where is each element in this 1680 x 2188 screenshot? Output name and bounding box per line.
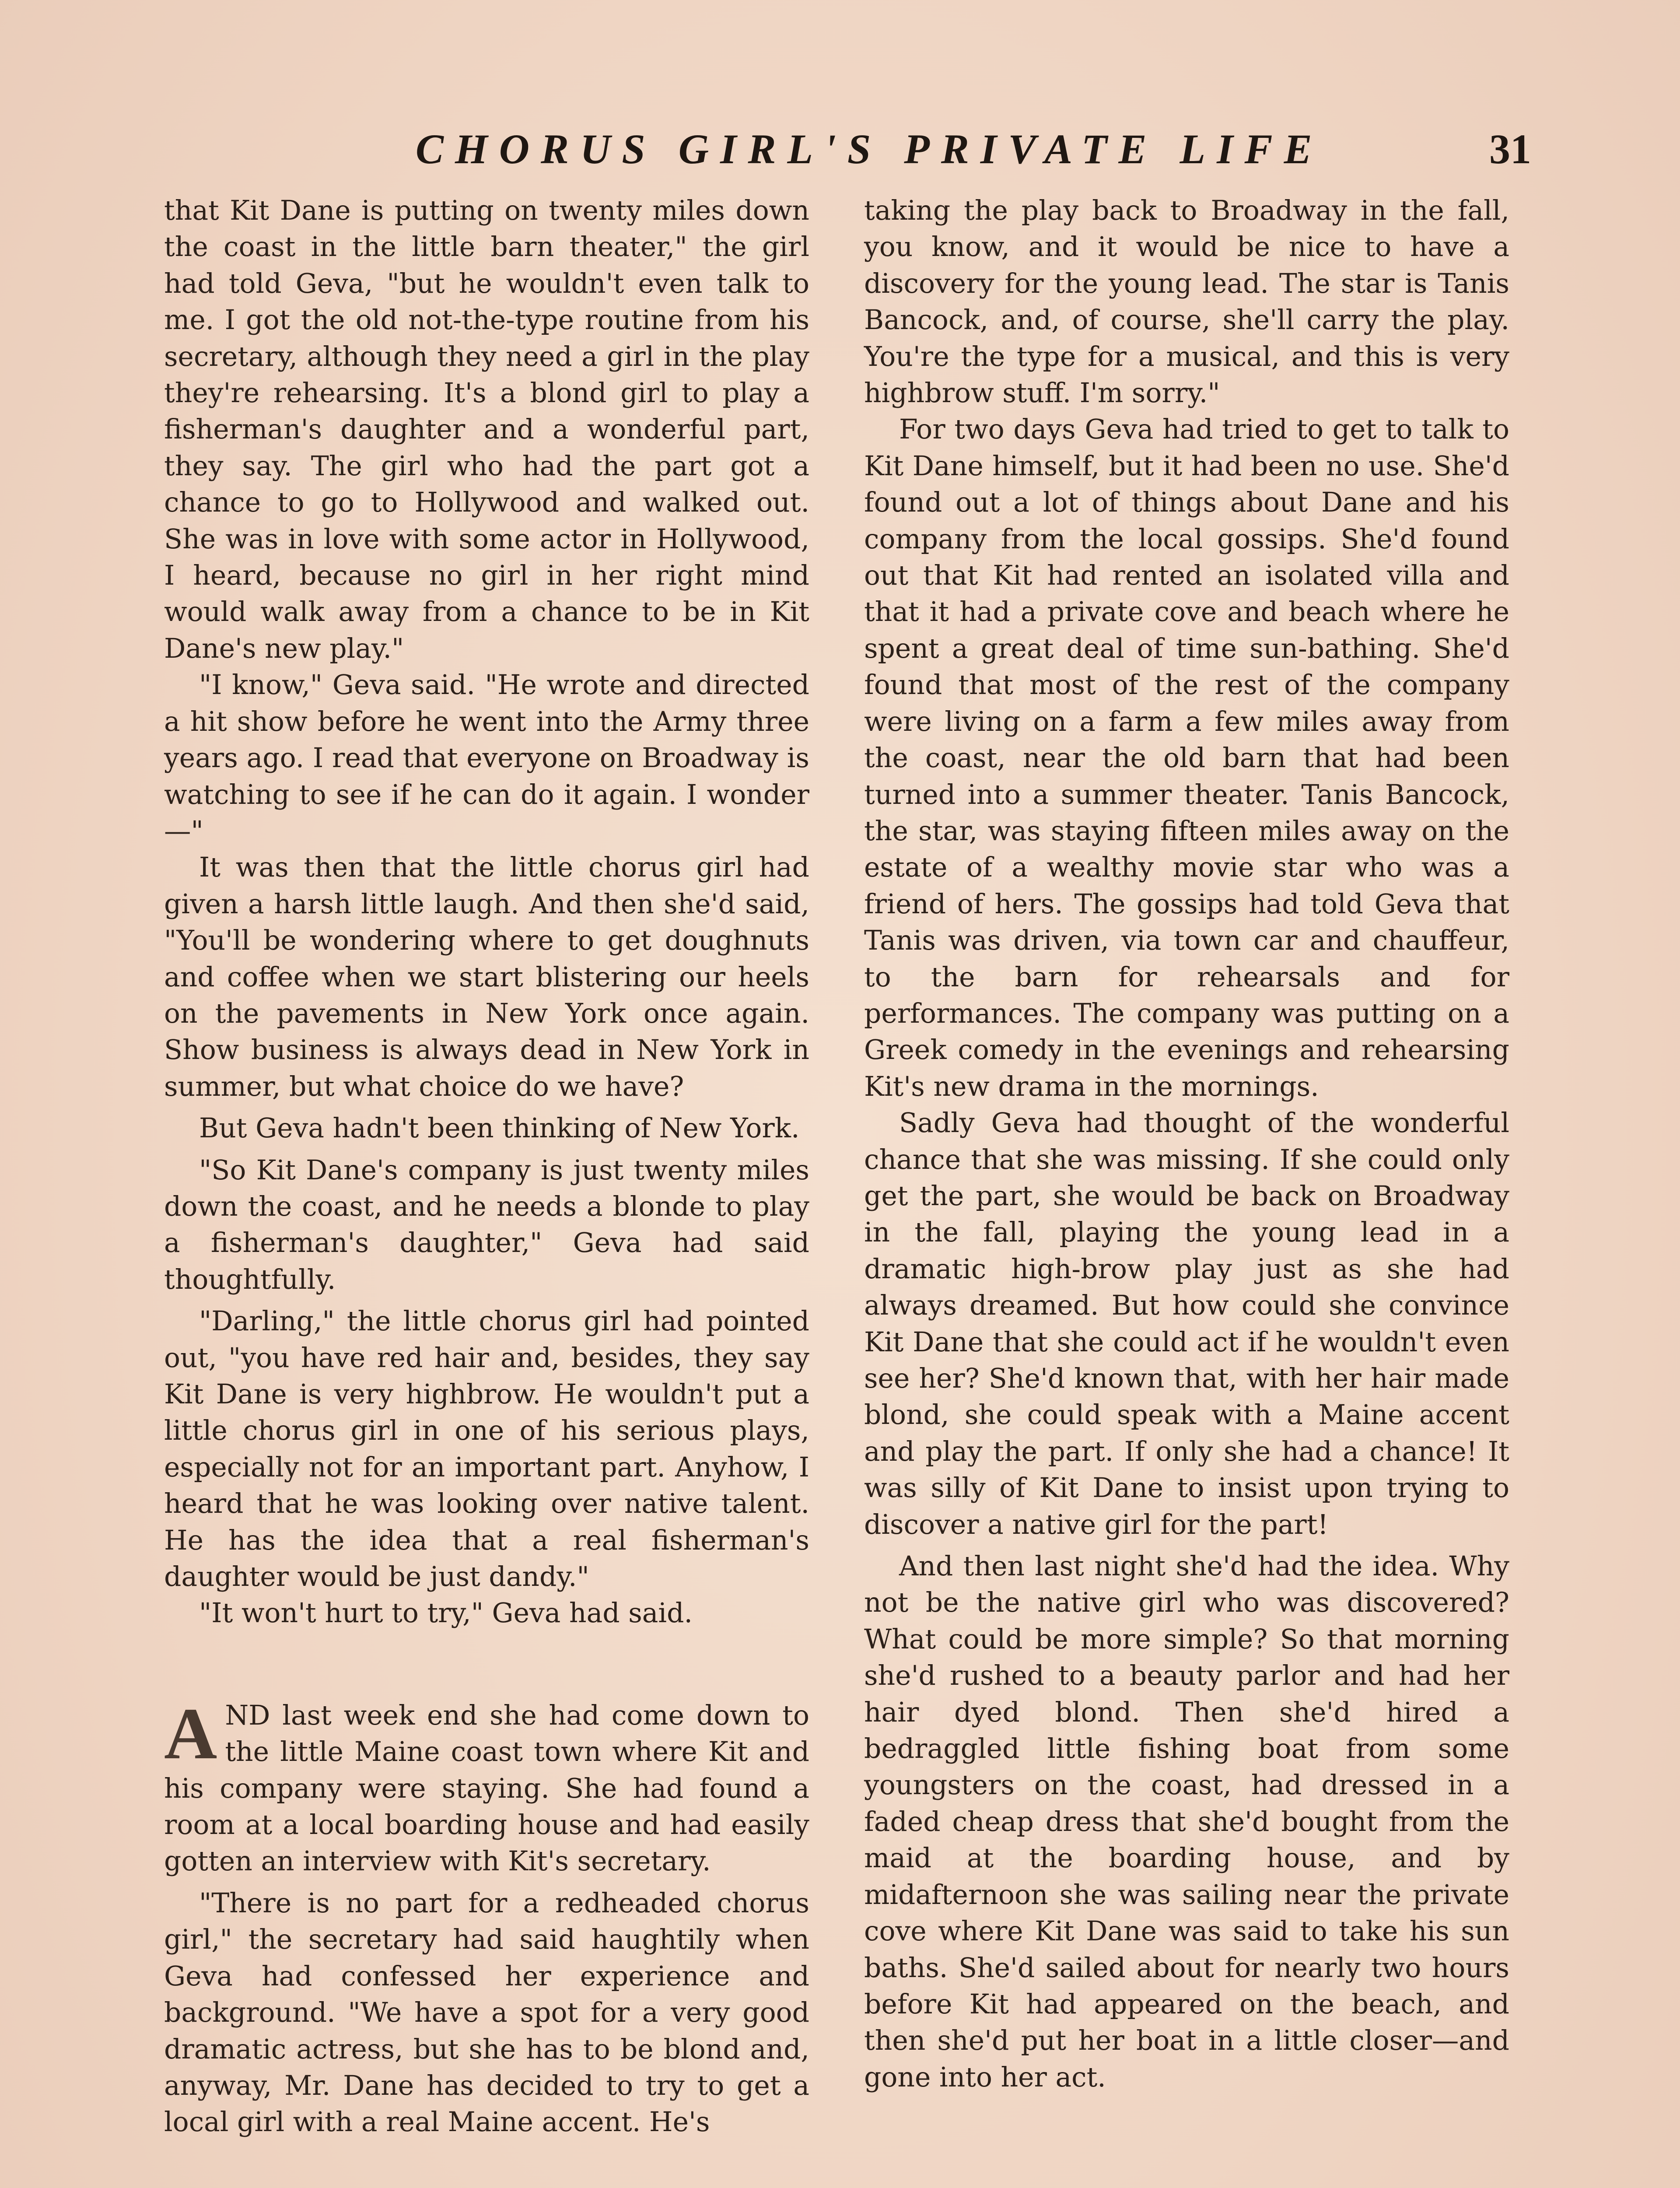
- paragraph: Sadly Geva had thought of the wonderful chance that she was missing. If she could only get the part, she would be back on Broadway in the fall, playing the young lead in a dramatic high-brow play just as she had always dreamed. But how could she convince Kit Dane that she could act if he wouldn't even see her? She'd known that, with her hair made blond, she could speak with a Maine accent and play the part. If only she had a chance! It was silly of Kit Dane to insist upon trying to discover a native girl for the part!: [864, 1107, 1509, 1540]
- paragraph: "It won't hurt to try," Geva had said.: [199, 1597, 693, 1629]
- paragraph: "There is no part for a redheaded chorus girl," the secretary had said haughtily when Geva had confessed her experience and background. "We have a spot for a very good dramatic actress, but she has to be blond and, anyway, Mr. Dane has decided to try to get a local girl with a real Maine accent. He's: [164, 1887, 809, 2138]
- page-header: [166, 125, 1531, 177]
- page-number: 31: [1489, 126, 1531, 172]
- paragraph: taking the play back to Broadway in the fall, you know, and it would be nice to have a discovery for the young lead. The star is Tanis Bancock, and, of course, she'll carry the play. You're the type for a musical, and this is very highbrow stuff. I'm sorry.": [864, 195, 1509, 409]
- section-opening-paragraph: [164, 1693, 809, 1880]
- paragraph: "So Kit Dane's company is just twenty miles down the coast, and he needs a blonde to play a fisherman's daughter," Geva had said thoughtfully.: [164, 1154, 809, 1295]
- left-column: [164, 193, 809, 2188]
- paragraph: that Kit Dane is putting on twenty miles down the coast in the little barn theater," the girl had told Geva, "but he wouldn't even talk to me. I got the old not-the-type routine from his secretary, although they need a girl in the play they're rehearsing. It's a blond girl to play a fisherman's daughter and a wonderful part, they say. The girl who had the part got a chance to go to Hollywood and walked out. She was in love with some actor in Hollywood, I heard, because no girl in her right mind would walk away from a chance to be in Kit Dane's new play.": [164, 195, 809, 664]
- paragraph: It was then that the little chorus girl had given a harsh little laugh. And then she'd said, "You'll be wondering where to get doughnuts and coffee when we start blistering our heels on the pavements in New York once again. Show business is always dead in New York in summer, but what choice do we have?: [164, 852, 809, 1102]
- paragraph: For two days Geva had tried to get to talk to Kit Dane himself, but it had been no use. She'd found out a lot of things about Dane and his company from the local gossips. She'd found out that Kit had rented an isolated villa and that it had a private cove and beach where he spent a great deal of time sun-bathing. She'd found that most of the rest of the company were living on a farm a few miles away from the coast, near the old barn that had been turned into a summer theater. Tanis Bancock, the star, was staying fifteen miles away on the estate of a wealthy movie star who was a friend of hers. The gossips had told Geva that Tanis was driven, via town car and chauffeur, to the barn for rehearsals and for performances. The company was putting on a Greek comedy in the evenings and rehearsing Kit's new drama in the mornings.: [864, 414, 1509, 1102]
- paragraph: And then last night she'd had the idea. Why not be the native girl who was discovered? What could be more simple? So that morning she'd rushed to a beauty parlor and had her hair dyed blond. Then she'd hired a bedraggled little fishing boat from some youngsters on the coast, had dressed in a faded cheap dress that she'd bought from the maid at the boarding house, and by midafternoon she was sailing near the private cove where Kit Dane was said to take his sun baths. She'd sailed about for nearly two hours before Kit had appeared on the beach, and then she'd put her boat in a little closer—and gone into her act.: [864, 1550, 1509, 2093]
- paragraph: "Darling," the little chorus girl had pointed out, "you have red hair and, besides, they say Kit Dane is very highbrow. He wouldn't put a little chorus girl in one of his serious plays, especially not for an important part. Anyhow, I heard that he was looking over native talent. He has the idea that a real fisherman's daughter would be just dandy.": [164, 1305, 809, 1593]
- section-opening-text: ND last week end she had come down to the little Maine coast town where Kit and his company were staying. She had found a room at a local boarding house and had easily gotten an interview with Kit's secretary.: [164, 1699, 809, 1877]
- right-column: [864, 193, 1509, 2188]
- drop-cap: A: [164, 1693, 217, 1774]
- paragraph: "I know," Geva said. "He wrote and directed a hit show before he went into the Army three years ago. I read that everyone on Broadway is watching to see if he can do it again. I wonder—": [164, 669, 809, 847]
- running-title: CHORUS GIRL'S PRIVATE LIFE: [416, 126, 1323, 172]
- paragraph: But Geva hadn't been thinking of New York.: [199, 1112, 800, 1144]
